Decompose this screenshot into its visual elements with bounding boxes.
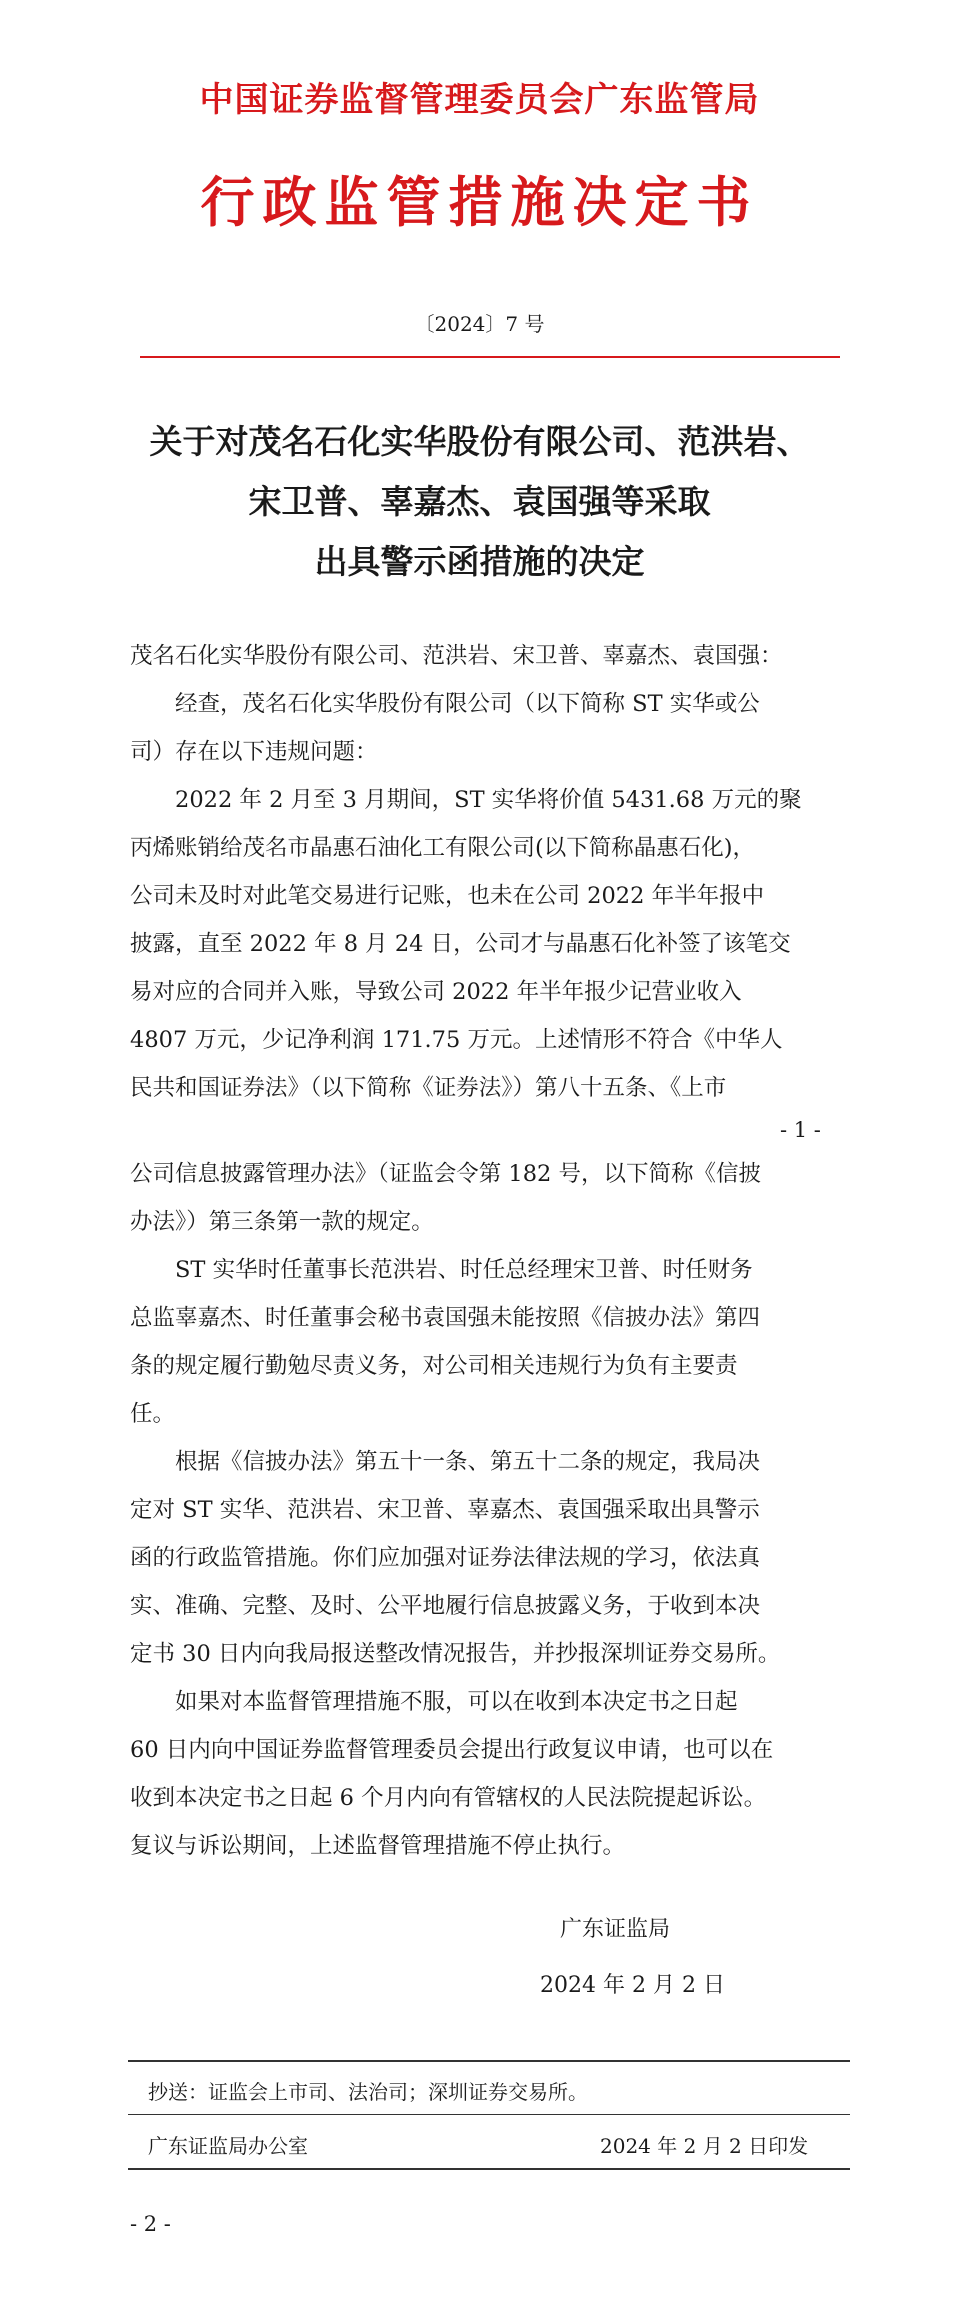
document-type-title: 行政监管措施决定书 xyxy=(200,170,759,234)
body-line: 任。 xyxy=(130,1401,176,1427)
body-line: 60 日内向中国证券监督管理委员会提出行政复议申请，也可以在 xyxy=(130,1737,774,1763)
body-line: 司）存在以下违规问题： xyxy=(130,739,378,765)
issuing-organization: 中国证券监督管理委员会广东监管局 xyxy=(199,80,760,120)
footer-rule-middle xyxy=(128,2114,850,2115)
body-line: 公司未及时对此笔交易进行记账，也未在公司 2022 年半年报中 xyxy=(130,883,765,909)
issue-date: 2024 年 2 月 2 日 xyxy=(540,1973,725,1998)
red-divider xyxy=(140,356,840,358)
print-date: 2024 年 2 月 2 日印发 xyxy=(600,2134,809,2158)
body-line: 如果对本监督管理措施不服，可以在收到本决定书之日起 xyxy=(175,1689,738,1715)
cc-line: 抄送：证监会上市司、法治司；深圳证券交易所。 xyxy=(148,2080,588,2104)
body-line: 总监辜嘉杰、时任董事会秘书袁国强未能按照《信披办法》第四 xyxy=(130,1305,761,1331)
addressee-line: 茂名石化实华股份有限公司、范洪岩、宋卫普、辜嘉杰、袁国强： xyxy=(130,643,783,669)
body-line: 复议与诉讼期间，上述监督管理措施不停止执行。 xyxy=(130,1833,626,1859)
body-line: 2022 年 2 月至 3 月期间，ST 实华将价值 5431.68 万元的聚 xyxy=(175,787,802,813)
subject-line-1: 关于对茂名石化实华股份有限公司、范洪岩、 xyxy=(149,422,810,461)
body-line: 丙烯账销给茂名市晶惠石油化工有限公司(以下简称晶惠石化)， xyxy=(130,835,756,861)
body-line: ST 实华时任董事长范洪岩、时任总经理宋卫普、时任财务 xyxy=(175,1257,753,1283)
body-line: 民共和国证券法》（以下简称《证券法》）第八十五条、《上市 xyxy=(130,1075,727,1101)
body-page-1 xyxy=(130,632,850,1112)
body-line: 函的行政监管措施。你们应加强对证券法律法规的学习，依法真 xyxy=(130,1545,761,1571)
body-line: 经查，茂名石化实华股份有限公司（以下简称 ST 实华或公 xyxy=(175,691,760,717)
body-line: 公司信息披露管理办法》（证监会令第 182 号，以下简称《信披 xyxy=(130,1161,762,1187)
body-line: 办法》）第三条第一款的规定。 xyxy=(130,1209,434,1235)
body-line: 收到本决定书之日起 6 个月内向有管辖权的人民法院提起诉讼。 xyxy=(130,1785,767,1811)
page-number-2: - 2 - xyxy=(130,2212,171,2236)
body-line: 根据《信披办法》第五十一条、第五十二条的规定，我局决 xyxy=(175,1449,761,1475)
body-page-2 xyxy=(130,1150,850,1870)
body-line: 定书 30 日内向我局报送整改情况报告，并抄报深圳证券交易所。 xyxy=(130,1641,781,1667)
body-line: 4807 万元，少记净利润 171.75 万元。上述情形不符合《中华人 xyxy=(130,1027,783,1053)
footer-rule-bottom xyxy=(128,2168,850,2170)
issuer-signature: 广东证监局 xyxy=(560,1917,671,1942)
page-number-1: - 1 - xyxy=(780,1118,821,1142)
body-line: 易对应的合同并入账，导致公司 2022 年半年报少记营业收入 xyxy=(130,979,742,1005)
body-line: 实、准确、完整、及时、公平地履行信息披露义务，于收到本决 xyxy=(130,1593,761,1619)
subject-line-3: 出具警示函措施的决定 xyxy=(314,542,645,581)
body-line: 定对 ST 实华、范洪岩、宋卫普、辜嘉杰、袁国强采取出具警示 xyxy=(130,1497,760,1523)
issuing-office: 广东证监局办公室 xyxy=(148,2134,308,2158)
body-line: 条的规定履行勤勉尽责义务，对公司相关违规行为负有主要责 xyxy=(130,1353,738,1379)
subject-line-2: 宋卫普、辜嘉杰、袁国强等采取 xyxy=(248,482,711,521)
footer-rule-top xyxy=(128,2060,850,2062)
body-line: 披露，直至 2022 年 8 月 24 日，公司才与晶惠石化补签了该笔交 xyxy=(130,931,791,957)
document-number: 〔2024〕7 号 xyxy=(414,312,545,336)
